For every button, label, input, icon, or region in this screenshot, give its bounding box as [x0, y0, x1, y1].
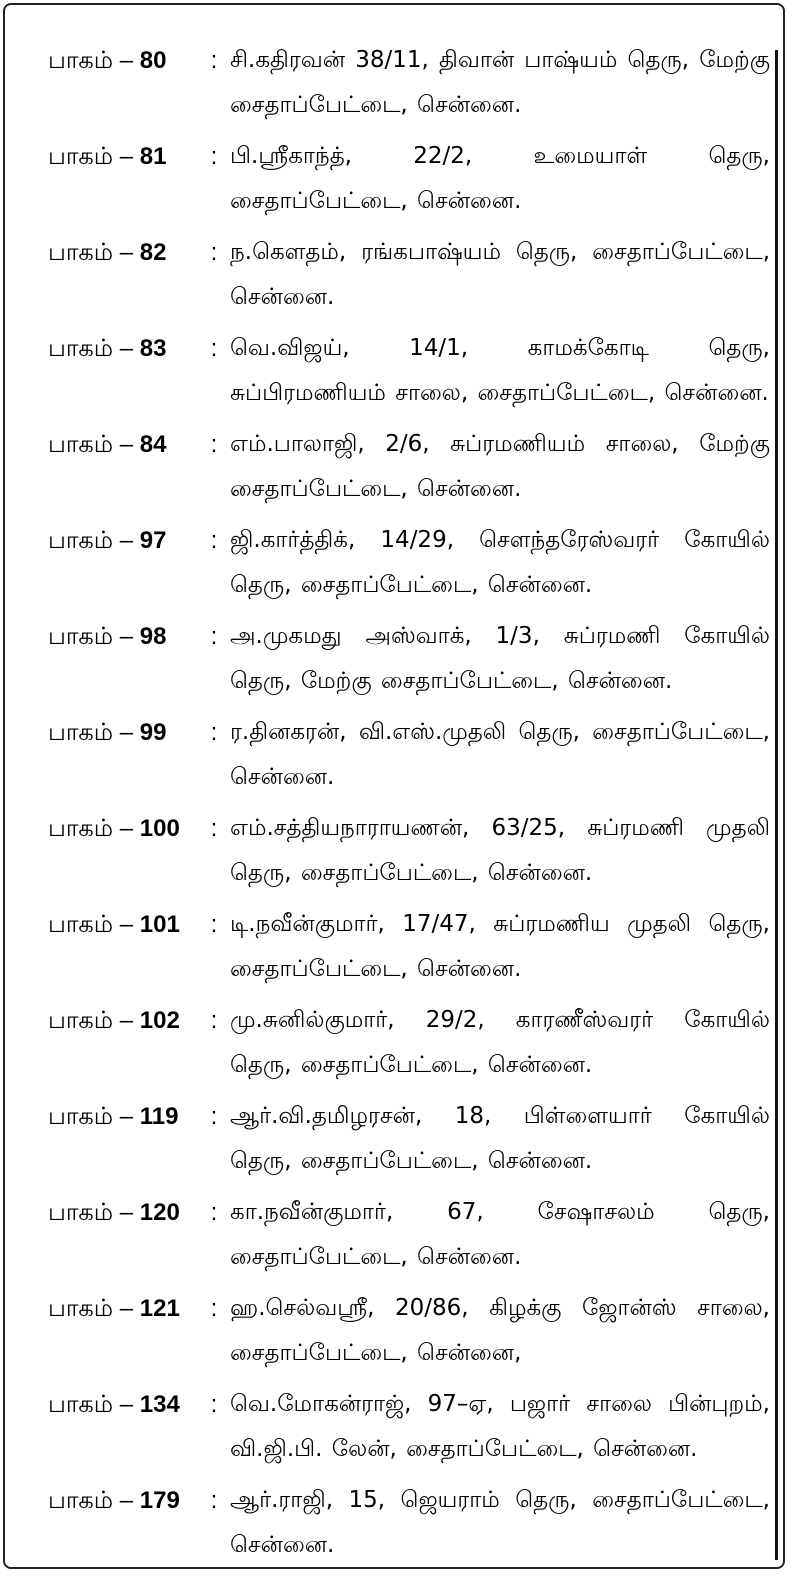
list-item	[48, 38, 770, 128]
address-text: மு.சுனில்குமார், 29/2, காரணீஸ்வரர் கோயில் தெரு, சைதாப்பேட்டை, சென்னை.	[230, 1007, 770, 1078]
part-label	[48, 710, 198, 755]
part-prefix: பாகம்	[48, 719, 114, 746]
list-item	[48, 902, 770, 992]
part-label	[48, 1190, 198, 1235]
part-number: 121	[139, 1295, 180, 1322]
address-text: பி.ஸ்ரீகாந்த், 22/2, உமையாள் தெரு, சைதாப்பேட்டை, சென்னை.	[230, 143, 770, 214]
part-number: 119	[139, 1103, 179, 1130]
part-dash: –	[119, 143, 134, 170]
separator-colon: :	[210, 911, 218, 938]
part-number: 98	[139, 623, 167, 650]
part-label	[48, 230, 198, 275]
part-dash: –	[119, 1103, 134, 1130]
part-prefix: பாகம்	[48, 239, 114, 266]
part-number: 84	[139, 431, 167, 458]
part-label	[48, 998, 198, 1043]
part-prefix: பாகம்	[48, 47, 114, 74]
list-item	[48, 1382, 770, 1472]
part-number: 97	[139, 527, 167, 554]
part-dash: –	[119, 815, 134, 842]
address-text: டி.நவீன்குமார், 17/47, சுப்ரமணிய முதலி தெரு, சைதாப்பேட்டை, சென்னை.	[230, 911, 770, 982]
address-text: எம்.சத்தியநாராயணன், 63/25, சுப்ரமணி முதலி தெரு, சைதாப்பேட்டை, சென்னை.	[230, 815, 770, 886]
address-text: கா.நவீன்குமார், 67, சேஷாசலம் தெரு, சைதாப்பேட்டை, சென்னை.	[230, 1199, 770, 1270]
separator-colon: :	[210, 815, 218, 842]
part-number: 99	[139, 719, 167, 746]
part-prefix: பாகம்	[48, 815, 114, 842]
part-dash: –	[119, 527, 134, 554]
address-text: ஆர்.ராஜி, 15, ஜெயராம் தெரு, சைதாப்பேட்டை, சென்னை.	[230, 1487, 770, 1558]
list-item	[48, 1478, 770, 1568]
address-text: சி.கதிரவன் 38/11, திவான் பாஷ்யம் தெரு, மேற்கு சைதாப்பேட்டை, சென்னை.	[230, 47, 770, 118]
part-prefix: பாகம்	[48, 1103, 114, 1130]
list-item	[48, 518, 770, 608]
part-prefix: பாகம்	[48, 143, 114, 170]
part-number: 100	[139, 815, 180, 842]
part-list	[48, 38, 770, 1574]
separator-colon: :	[210, 1391, 218, 1418]
part-prefix: பாகம்	[48, 431, 114, 458]
separator-colon: :	[210, 527, 218, 554]
separator-colon: :	[210, 1295, 218, 1322]
separator-colon: :	[210, 1487, 218, 1514]
part-label	[48, 1094, 198, 1139]
part-prefix: பாகம்	[48, 527, 114, 554]
address-text: வெ.மோகன்ராஜ், 97–ஏ, பஜார் சாலை பின்புறம், வி.ஜி.பி. லேன், சைதாப்பேட்டை, சென்னை.	[230, 1391, 770, 1462]
address-text: அ.முகமது அஸ்வாக், 1/3, சுப்ரமணி கோயில் தெரு, மேற்கு சைதாப்பேட்டை, சென்னை.	[230, 623, 770, 694]
part-dash: –	[119, 1391, 134, 1418]
list-item	[48, 806, 770, 896]
part-number: 134	[139, 1391, 180, 1418]
part-prefix: பாகம்	[48, 1391, 114, 1418]
part-prefix: பாகம்	[48, 623, 114, 650]
part-label	[48, 326, 198, 371]
part-prefix: பாகம்	[48, 1487, 114, 1514]
part-label	[48, 38, 198, 83]
part-number: 83	[139, 335, 167, 362]
part-label	[48, 1478, 198, 1523]
part-dash: –	[119, 719, 134, 746]
list-item	[48, 614, 770, 704]
part-label	[48, 806, 198, 851]
list-item	[48, 1094, 770, 1184]
part-number: 120	[139, 1199, 180, 1226]
address-text: எம்.பாலாஜி, 2/6, சுப்ரமணியம் சாலை, மேற்கு சைதாப்பேட்டை, சென்னை.	[230, 431, 770, 502]
address-text: ந.கௌதம், ரங்கபாஷ்யம் தெரு, சைதாப்பேட்டை, சென்னை.	[230, 239, 770, 310]
part-dash: –	[119, 1487, 134, 1514]
separator-colon: :	[210, 623, 218, 650]
separator-colon: :	[210, 143, 218, 170]
part-dash: –	[119, 1007, 134, 1034]
address-text: ஜி.கார்த்திக், 14/29, சௌந்தரேஸ்வரர் கோயில் தெரு, சைதாப்பேட்டை, சென்னை.	[230, 527, 770, 598]
part-number: 81	[139, 143, 167, 170]
part-dash: –	[119, 47, 134, 74]
list-item	[48, 326, 770, 416]
right-vertical-rule	[775, 50, 778, 1560]
part-label	[48, 614, 198, 659]
address-text: ஹ.செல்வஸ்ரீ, 20/86, கிழக்கு ஜோன்ஸ் சாலை, சைதாப்பேட்டை, சென்னை,	[230, 1295, 770, 1366]
address-text: ர.தினகரன், வி.எஸ்.முதலி தெரு, சைதாப்பேட்டை, சென்னை.	[230, 719, 770, 790]
part-prefix: பாகம்	[48, 911, 114, 938]
separator-colon: :	[210, 431, 218, 458]
separator-colon: :	[210, 239, 218, 266]
separator-colon: :	[210, 719, 218, 746]
list-item	[48, 1286, 770, 1376]
part-dash: –	[119, 911, 134, 938]
part-label	[48, 1286, 198, 1331]
part-number: 179	[139, 1487, 180, 1514]
part-label	[48, 518, 198, 563]
separator-colon: :	[210, 1103, 218, 1130]
separator-colon: :	[210, 1007, 218, 1034]
part-label	[48, 902, 198, 947]
part-number: 101	[139, 911, 180, 938]
part-dash: –	[119, 1295, 134, 1322]
part-prefix: பாகம்	[48, 1295, 114, 1322]
address-text: ஆர்.வி.தமிழரசன், 18, பிள்ளையார் கோயில் தெரு, சைதாப்பேட்டை, சென்னை.	[230, 1103, 770, 1174]
list-item	[48, 422, 770, 512]
part-prefix: பாகம்	[48, 1007, 114, 1034]
part-dash: –	[119, 1199, 134, 1226]
part-label	[48, 134, 198, 179]
separator-colon: :	[210, 1199, 218, 1226]
address-text: வெ.விஜய், 14/1, காமக்கோடி தெரு, சுப்பிரமணியம் சாலை, சைதாப்பேட்டை, சென்னை.	[230, 335, 770, 406]
separator-colon: :	[210, 47, 218, 74]
part-dash: –	[119, 431, 134, 458]
part-label	[48, 422, 198, 467]
part-number: 82	[139, 239, 167, 266]
separator-colon: :	[210, 335, 218, 362]
part-prefix: பாகம்	[48, 335, 114, 362]
part-dash: –	[119, 623, 134, 650]
part-prefix: பாகம்	[48, 1199, 114, 1226]
list-item	[48, 1190, 770, 1280]
part-number: 102	[139, 1007, 180, 1034]
list-item	[48, 710, 770, 800]
list-item	[48, 998, 770, 1088]
part-label	[48, 1382, 198, 1427]
list-item	[48, 134, 770, 224]
part-dash: –	[119, 335, 134, 362]
part-dash: –	[119, 239, 134, 266]
part-number: 80	[139, 47, 167, 74]
list-item	[48, 230, 770, 320]
